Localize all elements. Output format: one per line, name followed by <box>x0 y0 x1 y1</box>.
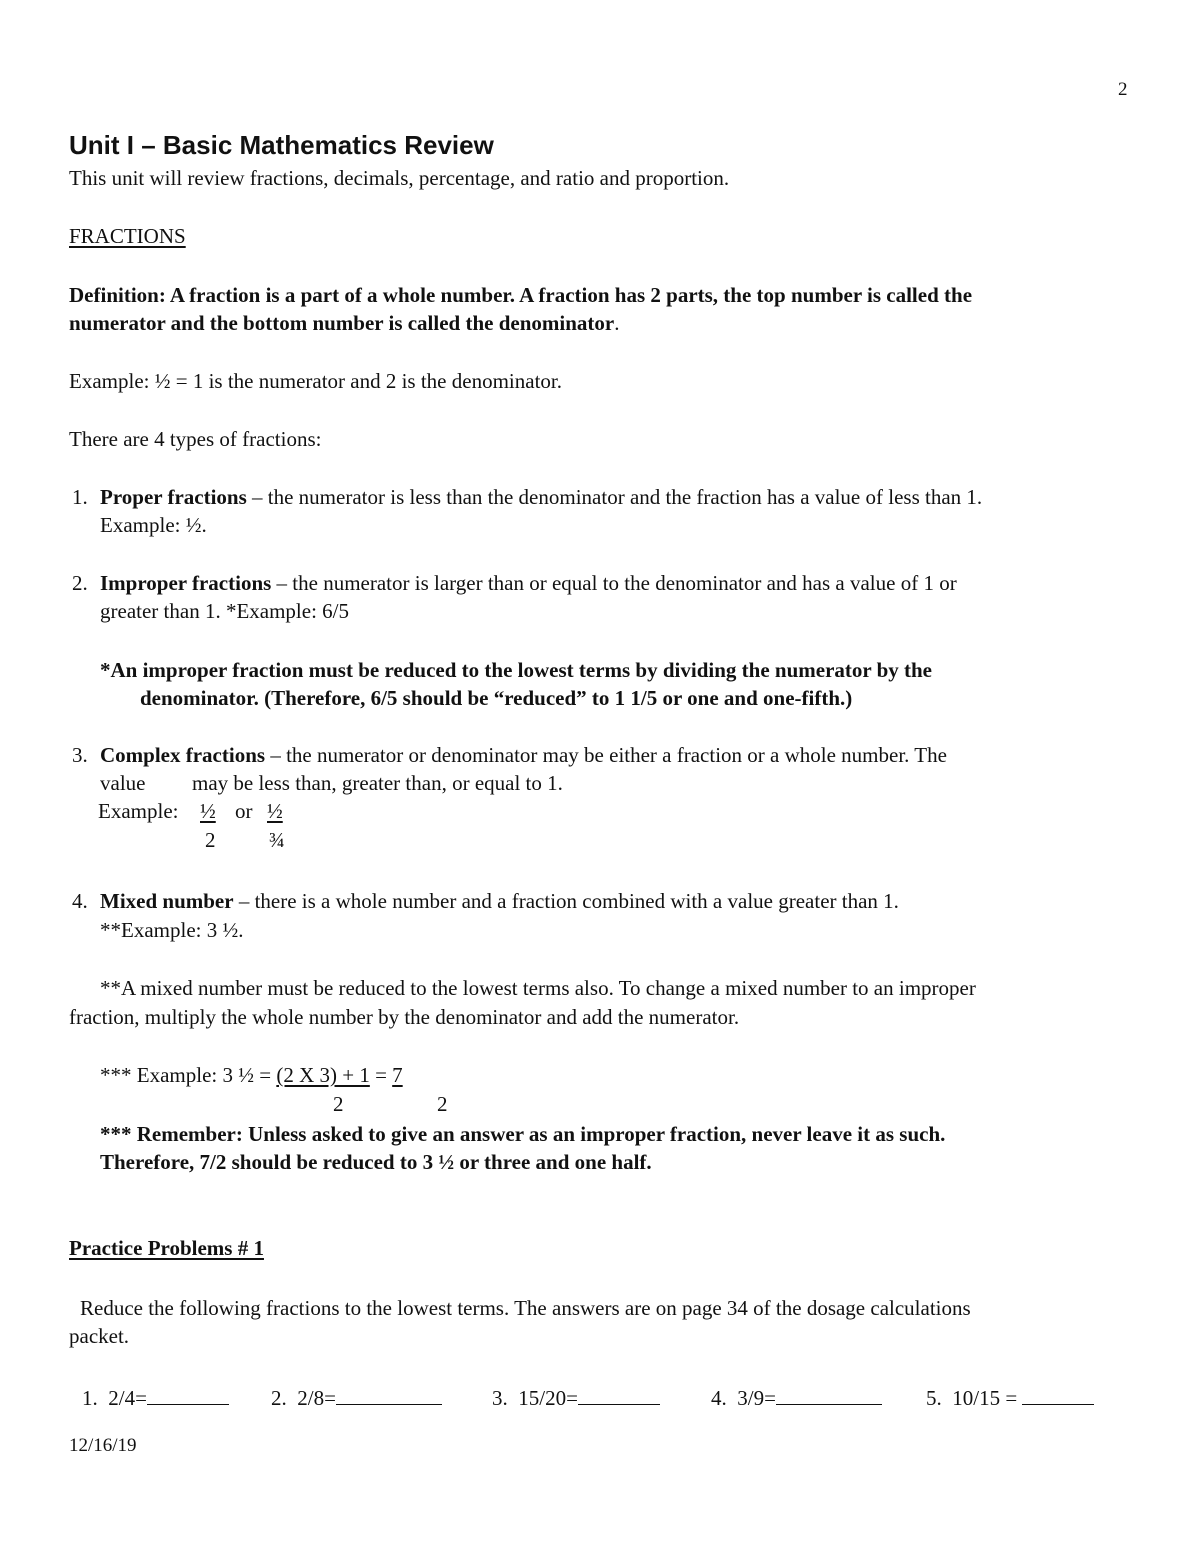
problem-2-number: 2. <box>271 1386 287 1410</box>
type-4-example: **Example: 3 ½. <box>100 918 244 942</box>
footer-date: 12/16/19 <box>69 1435 137 1456</box>
type-3-term: Complex fractions <box>100 743 266 767</box>
type-3-line <box>100 741 947 769</box>
type-2-note-1: *An improper fraction must be reduced to the lowest terms by dividing the numerator by the <box>100 658 932 682</box>
mixed-example-numerator: (2 X 3) + 1 <box>276 1063 370 1087</box>
complex-fraction-1-denominator: 2 <box>205 828 216 852</box>
remember-line-2: Therefore, 7/2 should be reduced to 3 ½ or three and one half. <box>100 1150 652 1174</box>
problem-3 <box>492 1384 660 1412</box>
type-1-desc: – the numerator is less than the denominator and the fraction has a value of less than 1. <box>246 485 983 509</box>
type-1-example: Example: ½. <box>100 513 207 537</box>
problem-3-answer-blank[interactable] <box>578 1386 660 1405</box>
problem-4-number: 4. <box>711 1386 727 1410</box>
type-4-note-1: **A mixed number must be reduced to the lowest terms also. To change a mixed number to an improper <box>100 976 976 1000</box>
practice-heading: Practice Problems # 1 <box>69 1236 264 1260</box>
type-2-note-2: denominator. (Therefore, 6/5 should be “reduced” to 1 1/5 or one and one-fifth.) <box>140 686 853 710</box>
main-example: Example: ½ = 1 is the numerator and 2 is the denominator. <box>69 369 562 393</box>
type-3-line-2b: may be less than, greater than, or equal to 1. <box>192 771 563 795</box>
list-number-2: 2. <box>72 571 88 595</box>
practice-instructions-1: Reduce the following fractions to the lowest terms. The answers are on page 34 of the dosage calculations <box>80 1296 971 1320</box>
problem-4 <box>711 1384 882 1412</box>
problem-2-answer-blank[interactable] <box>336 1386 442 1405</box>
list-number-3: 3. <box>72 743 88 767</box>
page-title: Unit I – Basic Mathematics Review <box>69 130 494 160</box>
problem-3-number: 3. <box>492 1386 508 1410</box>
problem-1-answer-blank[interactable] <box>147 1386 229 1405</box>
definition-line-2 <box>69 309 619 337</box>
mixed-example-label: *** Example: 3 ½ = <box>100 1063 277 1087</box>
problem-3-expression: 15/20= <box>518 1386 578 1410</box>
type-2-line <box>100 569 957 597</box>
type-2-line-2: greater than 1. *Example: 6/5 <box>100 599 349 623</box>
type-2-term: Improper fractions <box>100 571 272 595</box>
definition-line-1: Definition: A fraction is a part of a whole number. A fraction has 2 parts, the top number is called the <box>69 283 973 307</box>
problem-4-expression: 3/9= <box>737 1386 776 1410</box>
problem-1 <box>82 1384 229 1412</box>
mixed-example-denominator-2: 2 <box>437 1092 448 1116</box>
type-4-term: Mixed number <box>100 889 234 913</box>
types-intro: There are 4 types of fractions: <box>69 427 322 451</box>
list-number-4: 4. <box>72 889 88 913</box>
mixed-example-result: 7 <box>392 1063 403 1087</box>
problem-5 <box>926 1384 1094 1412</box>
mixed-example-equals: = <box>369 1063 393 1087</box>
definition-period: . <box>614 311 620 335</box>
problem-5-answer-blank[interactable] <box>1022 1386 1094 1405</box>
type-3-desc: – the numerator or denominator may be either a fraction or a whole number. The <box>265 743 947 767</box>
definition-bold-text: numerator and the bottom number is called the denominator <box>69 311 615 335</box>
complex-fraction-2-numerator: ½ <box>267 799 283 823</box>
type-2-desc: – the numerator is larger than or equal to the denominator and has a value of 1 or <box>271 571 957 595</box>
section-heading-fractions: FRACTIONS <box>69 224 186 248</box>
type-3-example-label: Example: <box>98 799 179 823</box>
type-3-line-2a: value <box>100 771 146 795</box>
type-4-line <box>100 887 899 915</box>
page-number: 2 <box>1118 79 1128 100</box>
list-number-1: 1. <box>72 485 88 509</box>
practice-instructions-2: packet. <box>69 1324 130 1348</box>
complex-fraction-1-numerator: ½ <box>200 799 216 823</box>
problem-5-number: 5. <box>926 1386 942 1410</box>
mixed-example-denominator-1: 2 <box>333 1092 344 1116</box>
type-4-note-2: fraction, multiply the whole number by the denominator and add the numerator. <box>69 1005 740 1029</box>
mixed-example-line <box>100 1061 403 1089</box>
intro-text: This unit will review fractions, decimals, percentage, and ratio and proportion. <box>69 166 730 190</box>
problem-4-answer-blank[interactable] <box>776 1386 882 1405</box>
problem-5-expression: 10/15 = <box>952 1386 1018 1410</box>
complex-fraction-2-denominator: ¾ <box>269 828 285 852</box>
problem-1-expression: 2/4= <box>108 1386 147 1410</box>
type-1-line <box>100 483 982 511</box>
problem-1-number: 1. <box>82 1386 98 1410</box>
problem-2 <box>271 1384 442 1412</box>
remember-line-1: *** Remember: Unless asked to give an answer as an improper fraction, never leave it as such. <box>100 1122 946 1146</box>
type-1-term: Proper fractions <box>100 485 247 509</box>
problem-2-expression: 2/8= <box>297 1386 336 1410</box>
type-3-or: or <box>235 799 253 823</box>
type-4-desc: – there is a whole number and a fraction combined with a value greater than 1. <box>233 889 899 913</box>
